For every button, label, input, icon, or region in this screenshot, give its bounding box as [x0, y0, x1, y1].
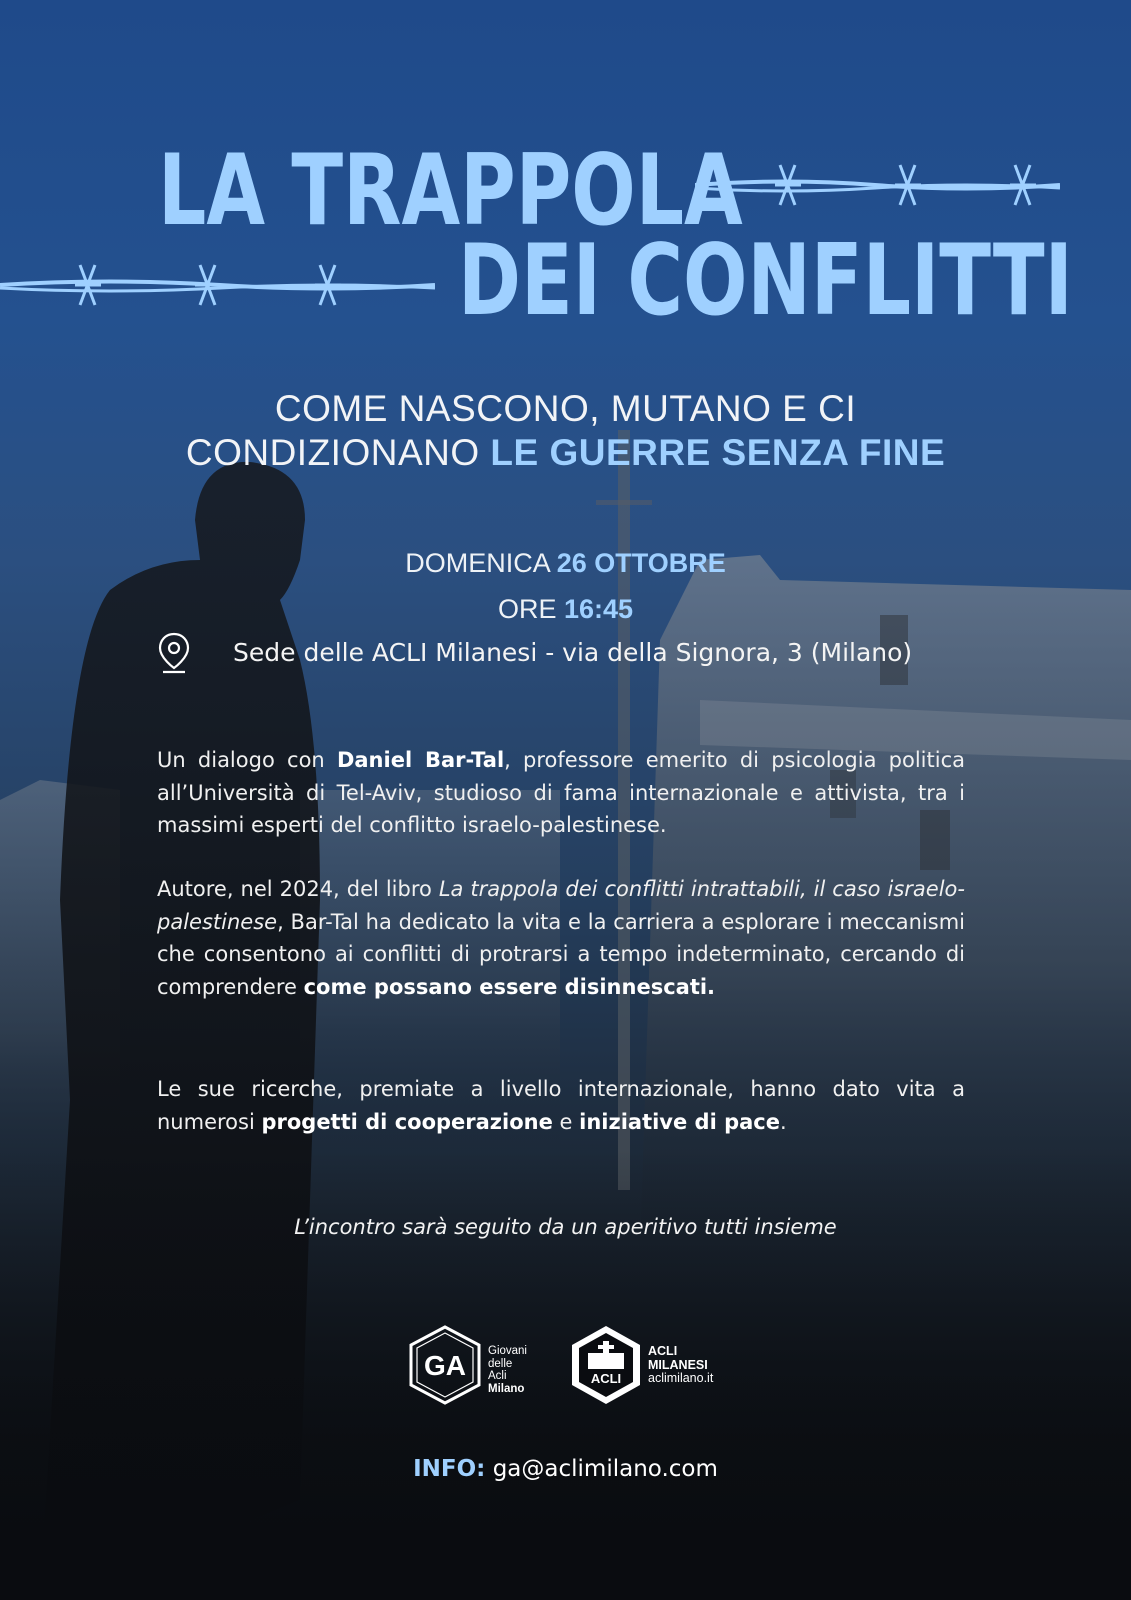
- text: , Bar-Tal ha dedicato la vita e la carriera a esplorare i meccanismi che consentono ai conflitti di protrarsi a tempo indeterminato, cercando di comprendere: [157, 909, 965, 999]
- emphasis: progetti di cooperazione: [261, 1109, 553, 1134]
- speaker-name: Daniel Bar-Tal: [336, 748, 505, 772]
- emphasis: come possano essere disinnescati.: [303, 974, 716, 999]
- ga-mark: GA: [424, 1350, 466, 1381]
- subtitle-highlight: LE GUERRE SENZA FINE: [490, 432, 946, 473]
- acli-hexagon-icon: [568, 1323, 644, 1407]
- acli-logo: [568, 1323, 738, 1407]
- paragraph-research: [157, 1073, 965, 1138]
- text: Un dialogo con: [157, 748, 337, 772]
- ga-text: Acli: [488, 1370, 507, 1382]
- subtitle-line-1: COME NASCONO, MUTANO E CI: [274, 388, 857, 429]
- acli-text: MILANESI: [648, 1357, 708, 1372]
- ga-hexagon-icon: [405, 1323, 485, 1407]
- event-time: [0, 594, 1131, 625]
- ga-text: delle: [488, 1357, 513, 1370]
- paragraph-intro: [157, 744, 965, 842]
- book-title: La trappola dei conflitti intrattabili, il caso israelo-palestinese: [157, 877, 965, 934]
- time-label: ORE: [497, 594, 557, 624]
- subtitle-prefix: CONDIZIONANO: [185, 432, 480, 473]
- text: , professore emerito di psicologia politica all’Università di Tel-Aviv, studioso di fama internazionale e attivista, tra i massimi esperti del conflitto israelo-palestinese.: [157, 748, 965, 837]
- acli-text: ACLI: [648, 1344, 678, 1358]
- ga-logo-text: [488, 1345, 527, 1395]
- contact-email[interactable]: ga@aclimilano.com: [492, 1456, 718, 1482]
- subtitle-line-2: [0, 432, 1131, 474]
- title-line-2: DEI CONFLITTI: [458, 224, 1073, 338]
- closing-note: L’incontro sarà seguito da un aperitivo tutti insieme: [294, 1215, 837, 1239]
- acli-logo-text: [648, 1345, 713, 1386]
- venue-address: Sede delle ACLI Milanesi - via della Signora, 3 (Milano): [233, 638, 913, 667]
- text: Le sue ricerche, premiate a livello internazionale, hanno dato vita a numerosi: [157, 1077, 965, 1134]
- ga-logo: [405, 1323, 545, 1407]
- event-date: [0, 548, 1131, 579]
- acli-website: aclimilano.it: [648, 1371, 714, 1385]
- ga-text: Milano: [488, 1382, 525, 1395]
- barbed-wire-icon: [695, 160, 1060, 210]
- location-pin-icon: [157, 632, 191, 674]
- text: Autore, nel 2024, del libro: [157, 877, 439, 901]
- title-line-1: LA TRAPPOLA: [158, 134, 743, 248]
- info-label: INFO:: [413, 1456, 486, 1482]
- text: .: [779, 1109, 787, 1134]
- emphasis: iniziative di pace: [579, 1109, 780, 1134]
- time-value: 16:45: [563, 594, 634, 624]
- day-label: DOMENICA: [405, 548, 550, 578]
- date-value: 26 OTTOBRE: [556, 548, 726, 578]
- text: e: [552, 1109, 580, 1134]
- barbed-wire-icon: [0, 260, 435, 310]
- acli-mark: ACLI: [590, 1371, 622, 1386]
- ga-text: Giovani: [488, 1345, 527, 1357]
- paragraph-author: [157, 873, 965, 1003]
- contact-info: [0, 1456, 1131, 1482]
